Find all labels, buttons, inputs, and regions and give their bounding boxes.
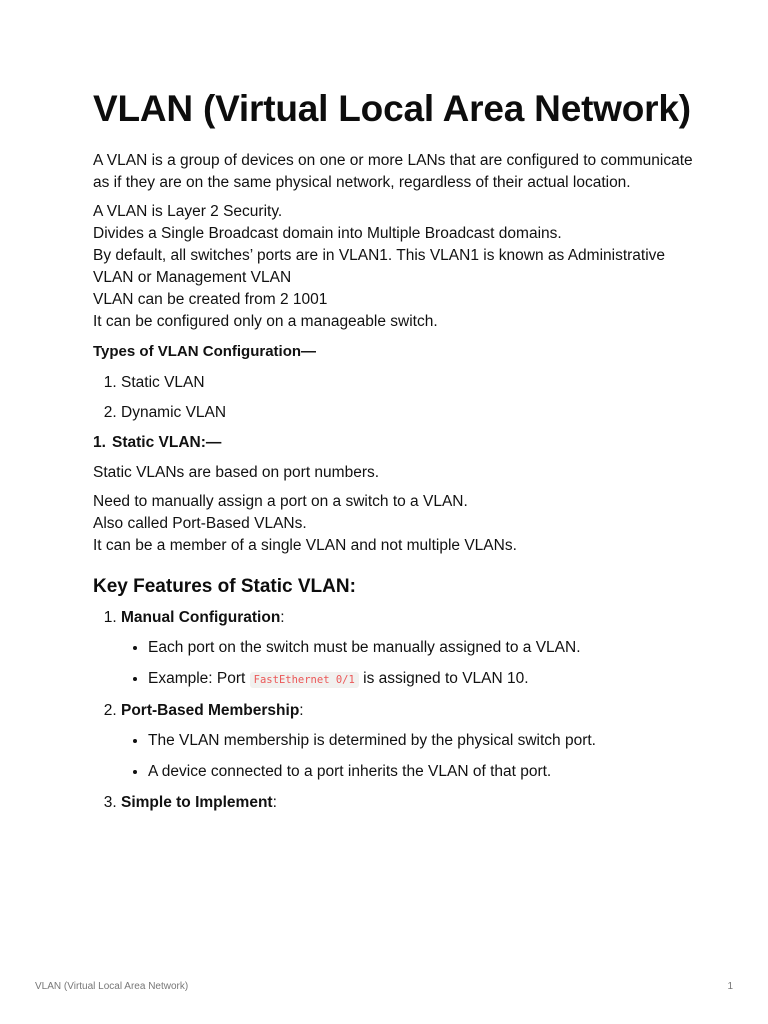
feature-title: Port-Based Membership bbox=[121, 702, 300, 719]
bullet-item bbox=[148, 668, 693, 691]
feature-title: Simple to Implement bbox=[121, 794, 273, 811]
facts-block bbox=[93, 201, 693, 333]
feature-item bbox=[121, 700, 693, 783]
list-item: 2. Dynamic VLAN bbox=[121, 402, 693, 424]
feature-item bbox=[121, 607, 693, 691]
page-number: 1 bbox=[727, 981, 733, 992]
bullet-item: • Each port on the switch must be manually assigned to a VLAN. bbox=[148, 637, 693, 659]
static-vlan-lines bbox=[93, 491, 693, 557]
fact-line: By default, all switches’ ports are in VLAN1. This VLAN1 is known as Administrative VLAN or Management VLAN bbox=[93, 247, 666, 286]
feature-colon: : bbox=[280, 609, 285, 626]
static-vlan-description: Static VLANs are based on port numbers. bbox=[93, 464, 380, 481]
page-footer bbox=[35, 981, 733, 992]
section-number: 1. bbox=[93, 434, 106, 451]
feature-colon: : bbox=[272, 794, 277, 811]
intro-paragraph: A VLAN is a group of devices on one or more LANs that are configured to communicate as if they are on the same physical network, regardless of their actual location. bbox=[93, 152, 693, 191]
static-line: It can be a member of a single VLAN and not multiple VLANs. bbox=[93, 537, 517, 554]
bullet-text: is assigned to VLAN 10. bbox=[358, 670, 529, 687]
static-line: Also called Port-Based VLANs. bbox=[93, 515, 307, 532]
page-title: VLAN (Virtual Local Area Network) bbox=[93, 88, 691, 129]
feature-title: Manual Configuration bbox=[121, 609, 281, 626]
bullet-text: Example: Port bbox=[148, 670, 250, 687]
types-list bbox=[93, 372, 693, 424]
bullet-item: • The VLAN membership is determined by the physical switch port. bbox=[148, 730, 693, 752]
feature-bullets bbox=[121, 637, 693, 691]
types-heading: Types of VLAN Configuration— bbox=[93, 343, 317, 360]
features-list bbox=[93, 607, 693, 814]
key-features-heading: Key Features of Static VLAN: bbox=[93, 576, 356, 597]
bullet-item: • A device connected to a port inherits the VLAN of that port. bbox=[148, 761, 693, 783]
inline-code: FastEthernet 0/1 bbox=[250, 672, 359, 688]
footer-title: VLAN (Virtual Local Area Network) bbox=[35, 981, 189, 992]
fact-line: Divides a Single Broadcast domain into Multiple Broadcast domains. bbox=[93, 225, 562, 242]
feature-item bbox=[121, 792, 693, 814]
fact-line: VLAN can be created from 2 1001 bbox=[93, 291, 328, 308]
static-line: Need to manually assign a port on a switch to a VLAN. bbox=[93, 493, 468, 510]
section-title: Static VLAN:— bbox=[112, 434, 222, 451]
feature-bullets bbox=[121, 730, 693, 783]
list-item: 1. Static VLAN bbox=[121, 372, 693, 394]
fact-line: A VLAN is Layer 2 Security. bbox=[93, 203, 283, 220]
static-vlan-heading bbox=[93, 432, 693, 454]
feature-colon: : bbox=[299, 702, 304, 719]
document-page bbox=[93, 86, 693, 822]
fact-line: It can be configured only on a manageable switch. bbox=[93, 313, 438, 330]
